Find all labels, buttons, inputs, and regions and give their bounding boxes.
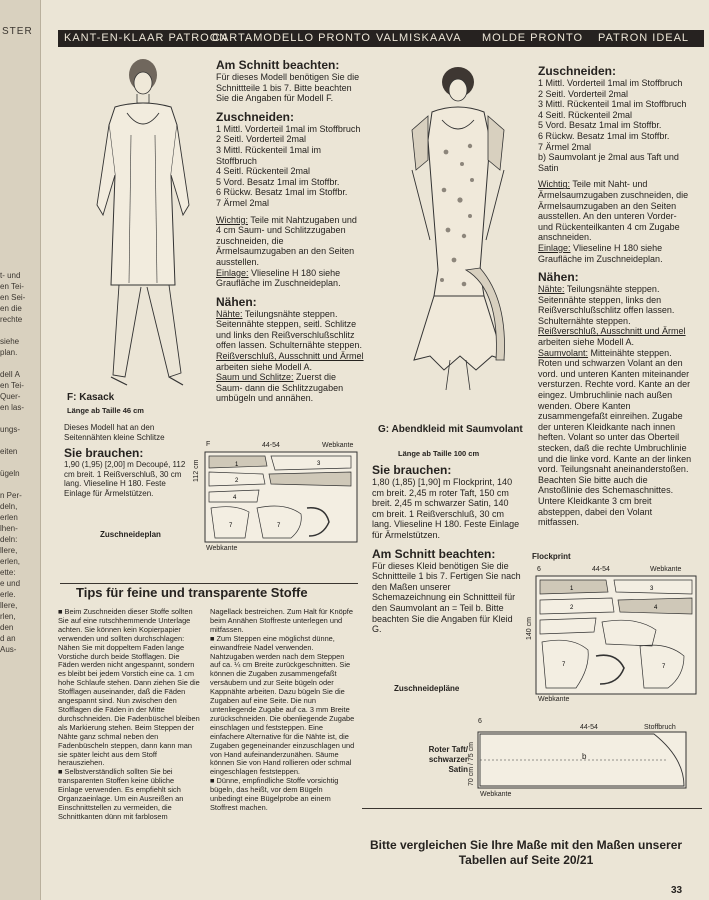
previous-page-edge — [0, 0, 41, 900]
model-f-brauchen-text: 1,90 (1,95) [2,00] m Decoupé, 112 cm breit. 1 Reißverschluß, 30 cm lang. Vlieseline H 180. Feste Einlage für Ärmelstützen. — [64, 460, 186, 498]
model-g-schnitt-heading: Am Schnitt beachten: — [372, 546, 496, 561]
previous-page-text: e und — [0, 579, 21, 588]
svg-text:4: 4 — [654, 605, 658, 611]
zuschneiden-item: 4 Seitl. Rückenteil 2mal — [216, 166, 311, 177]
zuschneiden-item: 1 Mittl. Vorderteil 1mal im Stoffbruch — [216, 123, 361, 134]
flockprint-label: Flockprint — [532, 552, 571, 561]
zuschneiden-item: 2 Seitl. Vorderteil 2mal — [216, 134, 307, 145]
previous-page-text: en Tei- — [0, 381, 24, 390]
flock-plan-number: 6 — [537, 566, 541, 573]
model-g-length: Länge ab Taille 100 cm — [398, 449, 480, 458]
previous-page-text: en Sei- — [0, 293, 26, 302]
svg-text:7: 7 — [562, 662, 566, 668]
previous-page-text: en Tei- — [0, 282, 24, 291]
header-left-edge: STER — [2, 26, 33, 37]
previous-page-text: deln, — [0, 502, 18, 511]
header-item: VALMISKAAVA — [376, 32, 462, 44]
previous-page-text: en las- — [0, 403, 25, 412]
naehte-text: Nähte: Teilungsnähte steppen. Seitennähte steppen, links den Reißverschlußschlitz offen lassen. Schulternähte steppen. — [538, 284, 675, 326]
divider — [362, 808, 702, 809]
volant-text: Saumvolant: Mitteinähte steppen. Roten und schwarzen Volant an den vord. und unteren Kanten miteinander versturzen. Rechte vord. Kante an der eingez. Umbruchlinie nach außen wenden. Obere Kanten zusammengefaßt einreihen. Zugabe der unteren Kleidkante nach innen heften. Volant so unter das Oberteil stecken, daß die rechte Umbruchlinie und die linke vord. Kante an der linken vord. Teilungsnaht aneinanderstoßen. Beachten Sie bitte auch die Anstoßlinie des Schemaschnittes. Untere Kleidkante 3 cm breit absteppen, dabei den Volant mitfassen. — [538, 347, 692, 528]
size-table-note: Bitte vergleichen Sie Ihre Maße mit den Maßen unserer Tabellen auf Seite 20/21 — [369, 838, 683, 867]
model-f-note: Dieses Modell hat an den Seitennähten kleine Schlitze — [64, 423, 165, 442]
volant-plan-size: 44-54 — [580, 724, 598, 731]
flock-plan-fold: Webkante — [650, 566, 682, 573]
naehen-heading: Nähen: — [216, 294, 257, 309]
volant-plan-label: Roter Taft/ schwarzer Satin — [428, 745, 468, 774]
previous-page-text: llere, — [0, 601, 18, 610]
previous-page-text: t- und — [0, 271, 21, 280]
previous-page-text: ungs- — [0, 425, 21, 434]
svg-text:1: 1 — [235, 462, 239, 468]
previous-page-text: lhen- — [0, 524, 18, 533]
previous-page-text: en die — [0, 304, 22, 313]
zuschneiden-item: 3 Mittl. Rückenteil 1mal im Stoffbruch — [538, 99, 687, 110]
zuschneiden-item: 3 Mittl. Rückenteil 1mal im Stoffbruch — [216, 144, 322, 166]
previous-page-text: erlen — [0, 513, 18, 522]
flock-plan-diagram — [536, 576, 696, 694]
previous-page-text: deln: — [0, 535, 18, 544]
previous-page-text: ügeln — [0, 469, 20, 478]
model-g-title: G: Abendkleid mit Saumvolant — [378, 424, 523, 435]
model-f-title: F: Kasack — [67, 392, 115, 403]
zuschneiden-heading: Zuschneiden: — [538, 64, 617, 78]
plan-f-bottom: Webkante — [206, 545, 238, 552]
flock-plan-width: 140 cm — [526, 617, 533, 640]
previous-page-text: d an — [0, 634, 16, 643]
schnitt-heading: Am Schnitt beachten: — [216, 58, 340, 72]
volant-plan-width: 70 cm / 75 cm — [468, 742, 475, 786]
header-item: CARTAMODELLO PRONTO — [212, 32, 371, 44]
naehen-heading: Nähen: — [538, 270, 579, 285]
svg-text:2: 2 — [235, 478, 239, 484]
plan-f-letter: F — [206, 441, 211, 448]
svg-text:1: 1 — [570, 586, 574, 592]
previous-page-text: den — [0, 623, 14, 632]
previous-page-text: siehe — [0, 337, 20, 346]
zuschneiden-item: 4 Seitl. Rückenteil 2mal — [538, 109, 633, 120]
svg-text:3: 3 — [650, 586, 654, 592]
reiss-text: Reißverschluß, Ausschnitt und Ärmel arbeiten siehe Modell A. — [538, 326, 686, 348]
header-item: MOLDE PRONTO — [482, 32, 584, 44]
schnitt-text: Für dieses Modell benötigen Sie die Schnittteile 1 bis 7. Bitte beachten Sie die Angaben für Modell F. — [216, 72, 360, 104]
volant-plan-piece: b — [582, 752, 587, 761]
model-g-schnitt-text: Für dieses Kleid benötigen Sie die Schnittteile 1 bis 7. Fertigen Sie nach den Maßen unserer Schemazeichnung ein Schnittteil für den Saumvolant an = Teil b. Bitte beachten Sie die Angaben für Kleid G. — [372, 560, 521, 635]
volant-plan-number: 6 — [478, 718, 482, 725]
saum-text: Saum und Schlitze: Zuerst die Saum- dann die Schlitzzugaben umbügeln und annähen. — [216, 372, 344, 404]
zuschneiden-item: 7 Ärmel 2mal — [216, 197, 270, 208]
zuschneiden-item: 5 Vord. Besatz 1mal im Stoffbr. — [216, 176, 340, 187]
previous-page-text: delI A — [0, 370, 21, 379]
model-f-brauchen-heading: Sie brauchen: — [64, 446, 144, 460]
model-f-length: Länge ab Taille 46 cm — [67, 406, 144, 415]
plan-f-diagram — [205, 452, 357, 542]
header-item: KANT-EN-KLAAR PATROON — [64, 32, 229, 44]
zuschneiden-item: 6 Rückw. Besatz 1mal im Stoffbr. — [216, 187, 348, 198]
svg-text:7: 7 — [229, 523, 233, 529]
plan-f-width: 112 cm — [193, 459, 200, 482]
einlage-text: Einlage: Vlieseline H 180 siehe Graufläche im Zuschneideplan. — [538, 242, 663, 264]
naehte-text: Nähte: Teilungsnähte steppen. Seitennähte steppen, seitl. Schlitze und links den Reißverschlußschlitz offen lassen. Schulternähte steppen. — [216, 308, 362, 351]
header-item: PATRON IDEAL — [598, 32, 690, 44]
previous-page-text: eiten — [0, 447, 18, 456]
model-f-plan-label: Zuschneideplan — [100, 530, 161, 539]
model-g-instructions — [538, 64, 694, 528]
zuschneiden-heading: Zuschneiden: — [216, 109, 295, 124]
tips-column-1: ■ Beim Zuschneiden dieser Stoffe sollten Sie auf eine rutschhemmende Unterlage achten. Sie können kein Kopierpapier verwenden und sollten durchschlagen: Nähen Sie mit doppeltem Faden lange Vorstiche durch beide Stofflagen. Die Fäden werden nicht angespannt, sondern es bleibt bei jedem Vorstich eine ca. 1 cm hohe Schlaufe stehen. Dann ziehen Sie die Stofflagen auseinander, daß die Fäden angespannt sind. Nun zwischen den Stofflagen die Fäden in der Mitte durchschneiden. Die Fadenbüschel bleiben als Markierung stehen. Beim Steppen der Nähte ganz schmal neben den Fadenbüscheln steppen, dann kann man sie später leicht aus dem Stoff herausziehen. ■ Selbstverständlich sollten Sie bei transparenten Stoffen keine übliche Einlage verwenden. Es empfiehlt sich Organzaeinlage. Um ein Ausreißen an Einschnittstellen zu vermeiden, die Schnittkanten dünn mit farblosem — [58, 607, 200, 821]
previous-page-text: erle. — [0, 590, 16, 599]
svg-text:4: 4 — [233, 495, 237, 501]
previous-page-text: Aus- — [0, 645, 17, 654]
previous-page-text: ette: — [0, 568, 16, 577]
flock-plan-bottom: Webkante — [538, 696, 570, 703]
zuschneiden-item: b) Saumvolant je 2mal aus Taft und Satin — [538, 152, 679, 173]
previous-page-text: llere, — [0, 546, 18, 555]
header-bar — [58, 30, 704, 47]
model-f-brauchen — [64, 446, 192, 498]
zuschneiden-item: 1 Mittl. Vorderteil 1mal im Stoffbruch — [538, 78, 683, 88]
model-f-instructions — [216, 58, 364, 404]
einlage-text: Einlage: Vlieseline H 180 siehe Graufläche im Zuschneideplan. — [216, 267, 341, 289]
plan-f-size: 44-54 — [262, 442, 280, 449]
svg-text:3: 3 — [317, 461, 321, 467]
volant-plan-fold: Stoffbruch — [644, 724, 676, 731]
zuschneiden-item: 5 Vord. Besatz 1mal im Stoffbr. — [538, 120, 662, 131]
tips-column-2: Nagellack bestreichen. Zum Halt für Knöpfe beim Annähen Stoffreste unterlegen und mitfassen. ■ Zum Steppen eine möglichst dünne, einwandfreie Nadel verwenden. Nahtzugaben werden nach dem Steppen auf ca. ¼ cm Breite zurückgeschnitten. Sie können die Zugaben zusammengefaßt versäubern und zur Seite bügeln oder Kappnähte arbeiten. Dazu bügeln Sie die Zugaben auf eine Seite. Die nun untenliegende Zugabe auf ca. 3 mm Breite zurückschneiden. Die obenliegende Zugabe einschlagen und feststeppen. Eine einfachere Alternative für die Nähte ist, die Zugaben gegeneinander einzuschlagen und von Hand aufeinanderzunähen. Säume können Sie von Hand rollieren oder schmal eingeschlagen feststeppen. ■ Dünne, empfindliche Stoffe vorsichtig bügeln, das heißt, vor dem Bügeln unbedingt eine Bügelprobe an einem Stoffrest machen. — [210, 607, 355, 812]
wichtig-text: Wichtig: Teile mit Naht- und Ärmelsaumzugaben zuschneiden, die Ärmelsaumzugaben an den Seiten ausstellen. An den unteren Vorder- und Rückenteilkanten 4 cm Zugabe anschneiden. — [538, 179, 689, 243]
model-g-brauchen-text: 1,80 (1,85) [1,90] m Flockprint, 140 cm breit. 2,45 m roter Taft, 150 cm breit. 2,45 m schwarzer Satin, 140 cm breit. 1 Reißverschluß, 30 cm lang. Vlieseline H 180. Feste Einlage für Ärmelstützen. — [372, 477, 520, 540]
zuschneiden-item: 6 Rückw. Besatz 1mal im Stoffbr. — [538, 130, 670, 141]
model-g-illustration — [400, 60, 520, 420]
svg-text:7: 7 — [277, 523, 281, 529]
zuschneiden-item: 2 Seitl. Vorderteil 2mal — [538, 88, 629, 99]
svg-text:2: 2 — [570, 605, 574, 611]
svg-text:7: 7 — [662, 664, 666, 670]
model-g-plans-label: Zuschneidepläne — [394, 684, 460, 693]
volant-plan-bottom: Webkante — [480, 791, 512, 798]
previous-page-text: rechte — [0, 315, 23, 324]
page-number: 33 — [671, 885, 683, 896]
previous-page-text: plan. — [0, 348, 18, 357]
previous-page-text: n Per- — [0, 491, 22, 500]
wichtig-text: Wichtig: Teile mit Nahtzugaben und 4 cm Saum- und Schlitzzugaben zuschneiden, die Ärmelsaumzugaben an den Seiten ausstellen. — [216, 214, 357, 267]
previous-page-text: rlen, — [0, 612, 16, 621]
reiss-text: Reißverschluß, Ausschnitt und Ärmel arbeiten siehe Modell A. — [216, 351, 364, 372]
tips-title: Tips für feine und transparente Stoffe — [76, 585, 308, 600]
previous-page-text: Quer- — [0, 392, 21, 401]
flock-plan-size: 44-54 — [592, 566, 610, 573]
plan-f-fold: Webkante — [322, 442, 354, 449]
model-g-brauchen-heading: Sie brauchen: — [372, 463, 452, 477]
model-f-illustration — [85, 55, 205, 395]
divider — [60, 583, 358, 584]
previous-page-text: erlen, — [0, 557, 21, 566]
model-g-details — [372, 463, 522, 635]
zuschneiden-item: 7 Ärmel 2mal — [538, 141, 592, 152]
